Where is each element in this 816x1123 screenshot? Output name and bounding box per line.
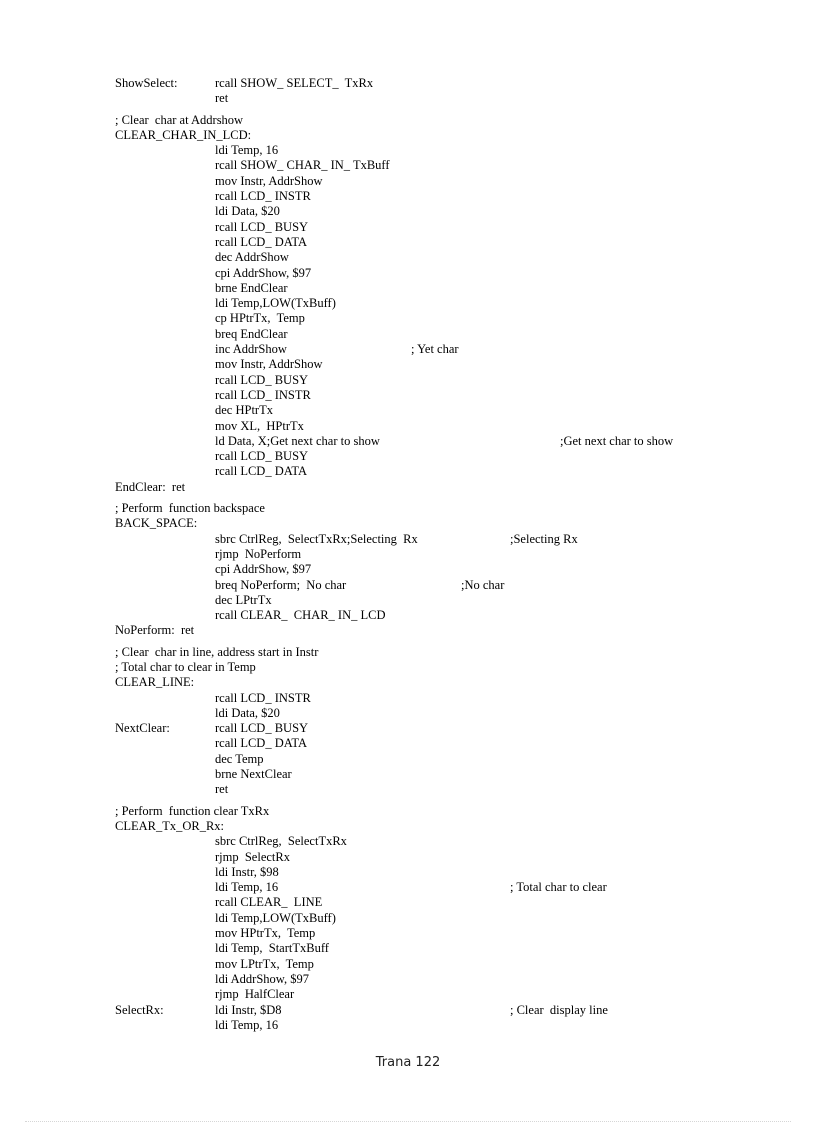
code-line <box>115 266 795 281</box>
code-instruction: rcall CLEAR_ LINE <box>215 895 323 910</box>
code-instruction: ldi Temp, 16 <box>215 880 279 895</box>
code-instruction: rcall LCD_ BUSY <box>215 219 309 234</box>
code-instruction: rcall LCD_ INSTR <box>215 387 311 402</box>
code-instruction: cp HPtrTx, Temp <box>215 311 305 326</box>
code-instruction: cpi AddrShow, $97 <box>215 265 312 280</box>
code-line <box>115 434 795 449</box>
code-instruction: rcall LCD_ BUSY <box>215 721 309 736</box>
code-label: ShowSelect: <box>115 76 178 90</box>
code-line <box>115 562 795 577</box>
code-line <box>115 926 795 941</box>
code-comment: ; Clear char at Addrshow <box>115 112 244 127</box>
code-instruction: ldi Data, $20 <box>215 705 280 720</box>
code-instruction: mov LPtrTx, Temp <box>215 956 314 971</box>
code-instruction: mov Instr, AddrShow <box>215 357 323 372</box>
code-line <box>115 782 795 797</box>
code-instruction: ld Data, X;Get next char to show <box>215 433 380 448</box>
code-line <box>115 911 795 926</box>
code-instruction: rjmp SelectRx <box>215 849 290 864</box>
code-instruction: mov HPtrTx, Temp <box>215 926 316 941</box>
code-comment: ; Clear char in line, address start in Instr <box>115 644 319 659</box>
code-line <box>115 113 795 128</box>
code-instruction: dec Temp <box>215 751 264 766</box>
bottom-divider <box>25 1121 791 1122</box>
code-instruction: cpi AddrShow, $97 <box>215 562 312 577</box>
code-comment: ; Yet char <box>411 342 459 357</box>
code-line <box>115 403 795 418</box>
code-comment: ; Clear display line <box>510 1002 608 1017</box>
code-instruction: breq NoPerform; No char <box>215 577 347 592</box>
code-line <box>115 91 795 106</box>
code-instruction: ldi Instr, $98 <box>215 864 279 879</box>
code-label: CLEAR_LINE: <box>115 675 195 690</box>
code-line <box>115 204 795 219</box>
code-line <box>115 357 795 372</box>
code-instruction: rcall LCD_ DATA <box>215 736 308 751</box>
code-line <box>115 464 795 479</box>
code-instruction: rcall SHOW_ SELECT_ TxRx <box>215 76 374 90</box>
code-instruction: dec HPtrTx <box>215 403 273 418</box>
code-instruction: ldi Temp, StartTxBuff <box>215 941 329 956</box>
code-line <box>115 578 795 593</box>
code-instruction: ret <box>215 91 229 106</box>
code-instruction: brne EndClear <box>215 280 288 295</box>
page-number: Trana 122 <box>375 1055 441 1070</box>
code-comment: ; Total char to clear in Temp <box>115 659 256 674</box>
code-line <box>115 623 795 638</box>
code-instruction: rjmp HalfClear <box>215 987 295 1002</box>
code-line <box>115 752 795 767</box>
code-label: NoPerform: ret <box>115 623 195 638</box>
code-instruction: rcall CLEAR_ CHAR_ IN_ LCD <box>215 608 386 623</box>
code-line <box>115 128 795 143</box>
code-label: SelectRx: <box>115 1002 164 1017</box>
code-instruction: rcall SHOW_ CHAR_ IN_ TxBuff <box>215 158 390 173</box>
code-line <box>115 388 795 403</box>
code-line <box>115 327 795 342</box>
code-line <box>115 721 795 736</box>
code-line <box>115 941 795 956</box>
code-line <box>115 972 795 987</box>
code-instruction: brne NextClear <box>215 767 292 782</box>
code-line <box>115 804 795 819</box>
code-instruction: rcall LCD_ INSTR <box>215 690 311 705</box>
code-instruction: mov Instr, AddrShow <box>215 173 323 188</box>
code-instruction: ret <box>215 782 229 797</box>
code-instruction: sbrc CtrlReg, SelectTxRx <box>215 834 347 849</box>
code-line <box>115 957 795 972</box>
code-instruction: breq EndClear <box>215 326 288 341</box>
code-instruction: ldi Temp,LOW(TxBuff) <box>215 910 336 925</box>
code-line <box>115 532 795 547</box>
code-line <box>115 1018 795 1033</box>
code-line <box>115 419 795 434</box>
code-line <box>115 895 795 910</box>
code-instruction: ldi Temp,LOW(TxBuff) <box>215 296 336 311</box>
code-instruction: mov XL, HPtrTx <box>215 418 304 433</box>
code-line <box>115 449 795 464</box>
code-instruction: ldi Temp, 16 <box>215 1017 279 1032</box>
code-line <box>115 76 795 91</box>
code-instruction: dec AddrShow <box>215 250 289 265</box>
code-instruction: rcall LCD_ DATA <box>215 234 308 249</box>
code-label: EndClear: ret <box>115 479 186 494</box>
code-comment: ;Get next char to show <box>560 433 674 448</box>
code-line <box>115 987 795 1002</box>
code-instruction: rcall LCD_ BUSY <box>215 449 309 464</box>
code-line <box>115 736 795 751</box>
code-line <box>115 516 795 531</box>
code-line <box>115 593 795 608</box>
code-label: CLEAR_CHAR_IN_LCD: <box>115 127 252 142</box>
code-line <box>115 706 795 721</box>
code-instruction: sbrc CtrlReg, SelectTxRx;Selecting Rx <box>215 531 418 546</box>
code-line <box>115 767 795 782</box>
code-comment: ; Perform function clear TxRx <box>115 803 270 818</box>
code-instruction: rjmp NoPerform <box>215 546 302 561</box>
code-instruction: ldi Temp, 16 <box>215 143 279 158</box>
code-comment: ; Perform function backspace <box>115 501 265 516</box>
code-instruction: rcall LCD_ INSTR <box>215 189 311 204</box>
code-instruction: rcall LCD_ BUSY <box>215 372 309 387</box>
code-instruction: ldi Instr, $D8 <box>215 1002 282 1017</box>
code-line <box>115 608 795 623</box>
code-line <box>115 342 795 357</box>
code-line <box>115 691 795 706</box>
code-line <box>115 281 795 296</box>
code-line <box>115 675 795 690</box>
code-line <box>115 235 795 250</box>
code-label: NextClear: <box>115 721 170 736</box>
code-label: BACK_SPACE: <box>115 516 198 531</box>
code-line <box>115 480 795 495</box>
code-line <box>115 547 795 562</box>
code-instruction: ldi AddrShow, $97 <box>215 971 309 986</box>
code-line <box>115 311 795 326</box>
code-line <box>115 143 795 158</box>
code-line <box>115 819 795 834</box>
code-line <box>115 296 795 311</box>
code-comment: ;No char <box>461 577 505 592</box>
code-line <box>115 1003 795 1018</box>
code-line <box>115 501 795 516</box>
code-line <box>115 189 795 204</box>
code-comment: ; Total char to clear <box>510 880 607 895</box>
code-comment: ;Selecting Rx <box>510 531 578 546</box>
code-line <box>115 645 795 660</box>
code-line <box>115 220 795 235</box>
code-line <box>115 865 795 880</box>
code-listing <box>115 76 795 1033</box>
code-label: CLEAR_Tx_OR_Rx: <box>115 818 225 833</box>
code-instruction: ldi Data, $20 <box>215 204 280 219</box>
code-line <box>115 373 795 388</box>
code-line <box>115 880 795 895</box>
code-instruction: rcall LCD_ DATA <box>215 464 308 479</box>
code-line <box>115 850 795 865</box>
code-line <box>115 250 795 265</box>
code-line <box>115 660 795 675</box>
code-line <box>115 158 795 173</box>
code-instruction: inc AddrShow <box>215 342 287 357</box>
code-line <box>115 174 795 189</box>
code-instruction: dec LPtrTx <box>215 592 272 607</box>
code-line <box>115 834 795 849</box>
